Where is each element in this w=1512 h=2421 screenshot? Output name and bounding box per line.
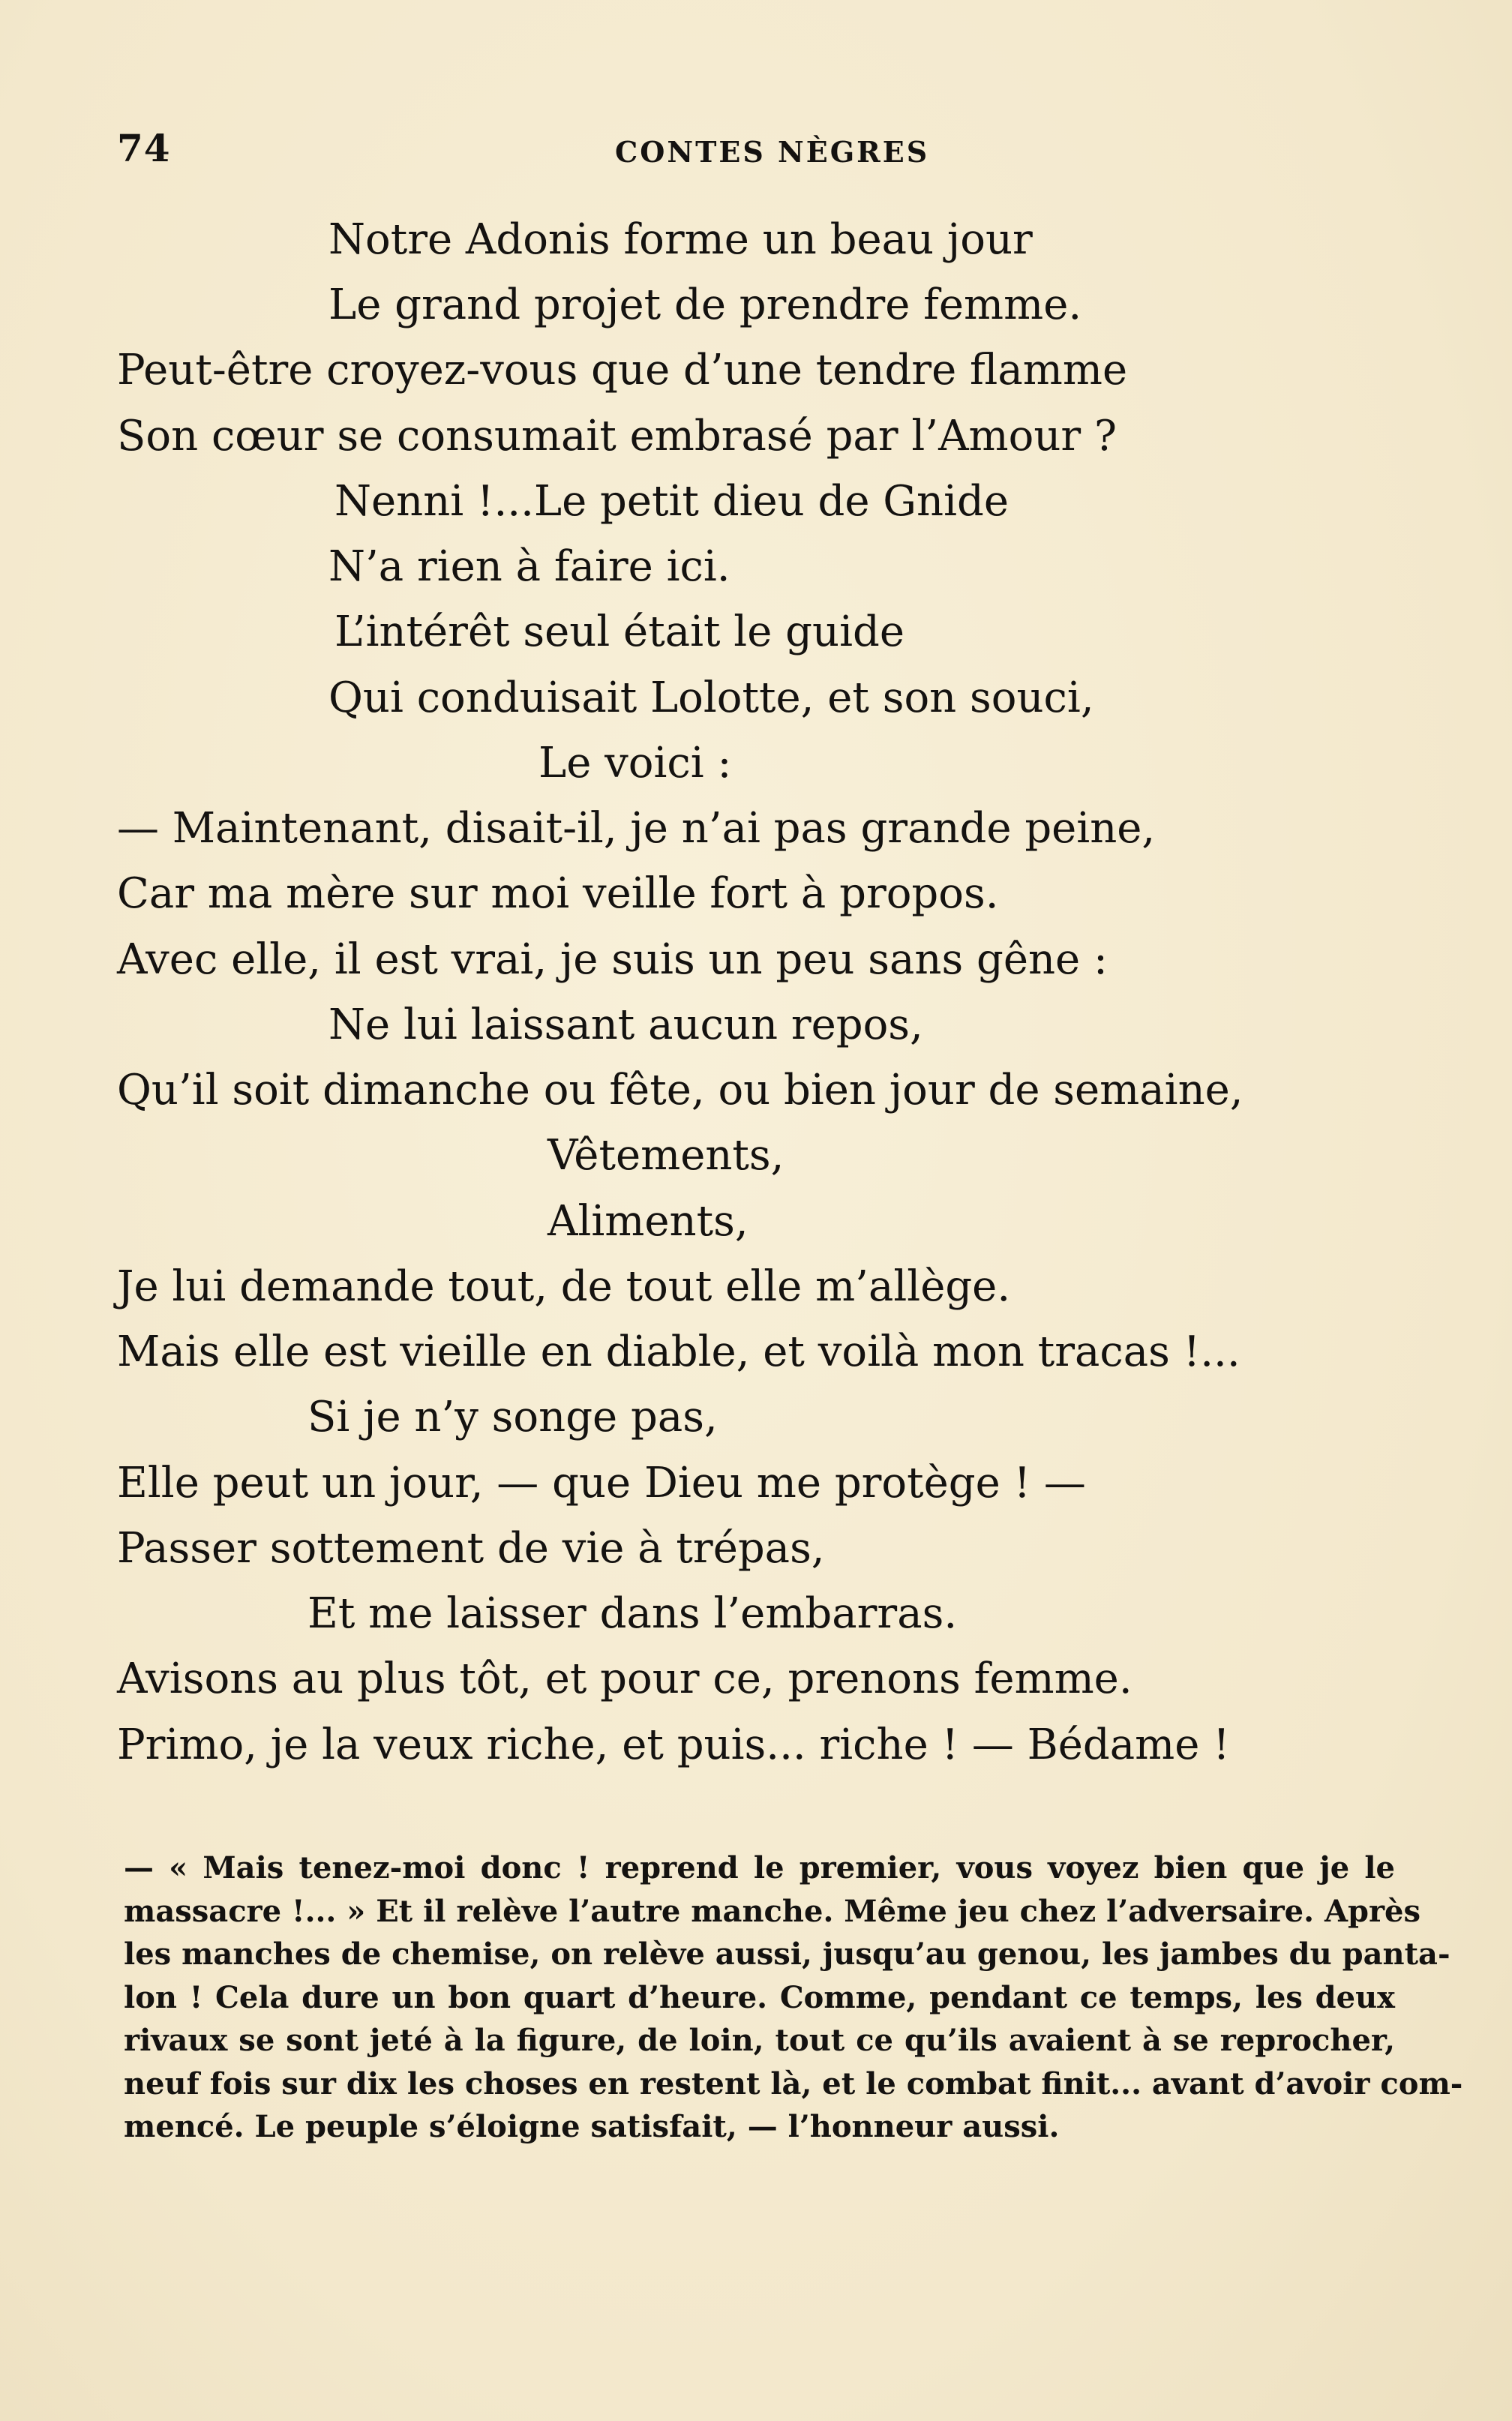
verse-line: Notre Adonis forme un beau jour [328,215,1033,264]
verse-line: Son cœur se consumait embrasé par l’Amour ? [117,412,1118,460]
footnote-line: mencé. Le peuple s’éloigne satisfait, — l’honneur aussi. [124,2109,1060,2144]
verse-line: — Maintenant, disait-il, je n’ai pas grande peine, [117,804,1156,853]
footnote-line: rivaux se sont jeté à la figure, de loin, tout ce qu’ils avaient à se reprocher, [124,2023,1395,2058]
verse-line: Si je n’y songe pas, [308,1393,718,1442]
footnote-line: — « Mais tenez-moi donc ! reprend le premier, vous voyez bien que je le [124,1850,1395,1886]
verse-line: Primo, je la veux riche, et puis... riche ! — Bédame ! [117,1720,1230,1769]
verse-line: Et me laisser dans l’embarras. [308,1589,958,1638]
verse-line: Qui conduisait Lolotte, et son souci, [328,674,1094,722]
footnote-line: massacre !... » Et il relève l’autre manche. Même jeu chez l’adversaire. Après [124,1893,1421,1929]
verse-line: Avec elle, il est vrai, je suis un peu sans gêne : [117,935,1108,984]
verse-line: Je lui demande tout, de tout elle m’allège. [117,1262,1011,1311]
verse-line: Passer sottement de vie à trépas, [117,1524,825,1573]
verse-line: Le voici : [538,739,732,788]
footnote-line: lon ! Cela dure un bon quart d’heure. Comme, pendant ce temps, les deux [124,1979,1395,2015]
verse-line: L’intérêt seul était le guide [334,608,904,656]
footnote-line: les manches de chemise, on relève aussi, jusqu’au genou, les jambes du panta- [124,1936,1450,1972]
verse-line: Qu’il soit dimanche ou fête, ou bien jour de semaine, [117,1066,1244,1114]
verse-line: Ne lui laissant aucun repos, [328,1000,923,1049]
verse-line: Mais elle est vieille en diable, et voilà mon tracas !... [117,1328,1240,1376]
verse-line: N’a rien à faire ici. [328,542,730,591]
verse-line: Le grand projet de prendre femme. [328,280,1082,329]
verse-line: Elle peut un jour, — que Dieu me protège ! — [117,1459,1086,1508]
running-title: CONTES NÈGRES [615,135,930,169]
footnote-line: neuf fois sur dix les choses en restent là, et le combat finit... avant d’avoir com- [124,2066,1463,2102]
verse-line: Aliments, [548,1197,748,1246]
verse-line: Vêtements, [548,1131,784,1180]
verse-line: Peut-être croyez-vous que d’une tendre flamme [117,346,1128,394]
footnote [124,1846,1463,2149]
verse-line: Avisons au plus tôt, et pour ce, prenons femme. [117,1654,1132,1703]
verse-line: Nenni !...Le petit dieu de Gnide [334,477,1009,526]
verse-line: Car ma mère sur moi veille fort à propos. [117,869,999,918]
page-header [0,126,1512,178]
page-number: 74 [117,126,171,170]
